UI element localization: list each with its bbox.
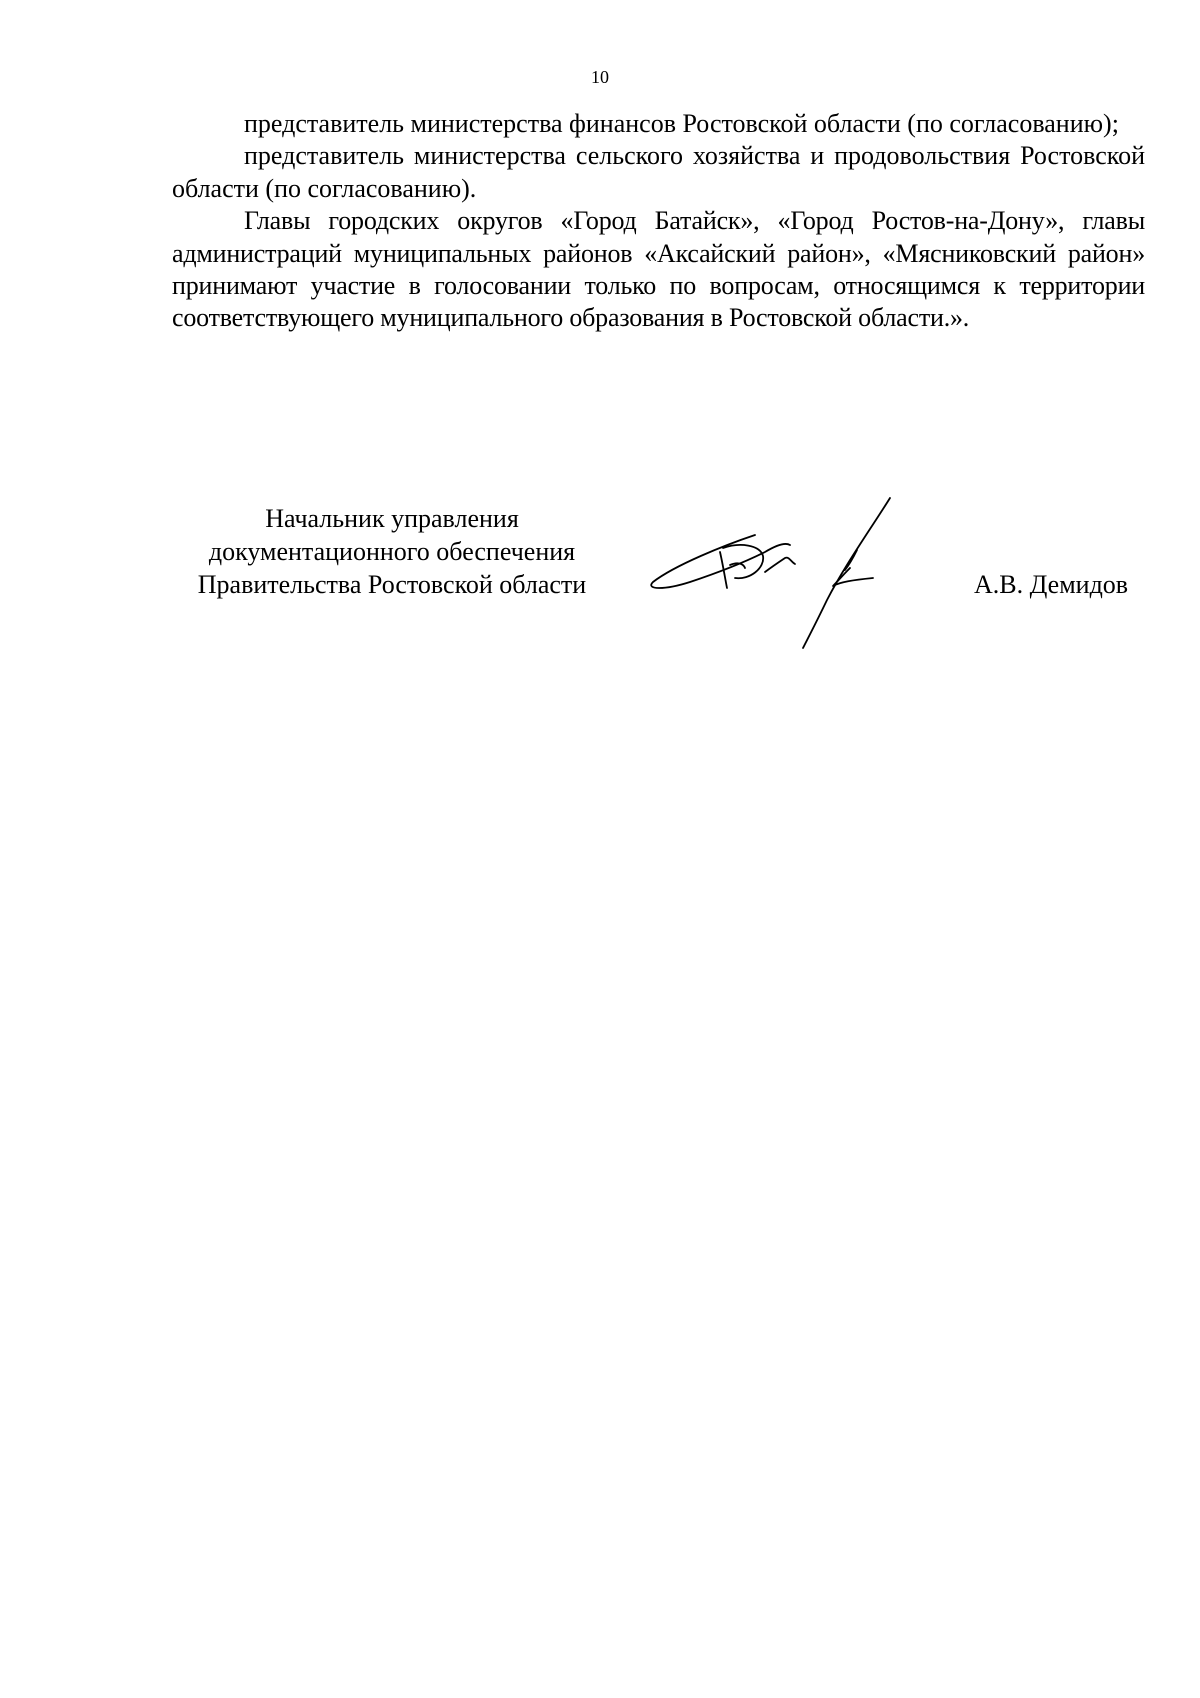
signatory-name: А.В. Демидов xyxy=(974,570,1129,599)
page-number: 10 xyxy=(591,67,609,87)
signatory-title-line: Правительства Ростовской области xyxy=(197,570,587,599)
paragraph-agriculture-ministry: представитель министерства сельского хозяйства и продовольствия Ростовской области (по согласованию). xyxy=(172,141,1145,203)
signatory-title-line: Начальник управления xyxy=(265,504,519,533)
paragraph-heads-voting: Главы городских округов «Город Батайск», «Город Ростов-на-Дону», главы администраций муниципальных районов «Аксайский район», «Мясниковский район» принимают участие в голосовании только по вопросам, относящимся к территории соответствующего муниципального образования в Ростовской области.». xyxy=(172,206,1145,333)
signatory-title-line: документационного обеспечения xyxy=(208,537,576,566)
handwritten-signature xyxy=(645,490,945,660)
paragraph-finance-ministry: представитель министерства финансов Ростовской области (по согласованию); xyxy=(244,109,1119,138)
document-body xyxy=(172,108,1145,335)
signatory-title xyxy=(172,502,612,601)
